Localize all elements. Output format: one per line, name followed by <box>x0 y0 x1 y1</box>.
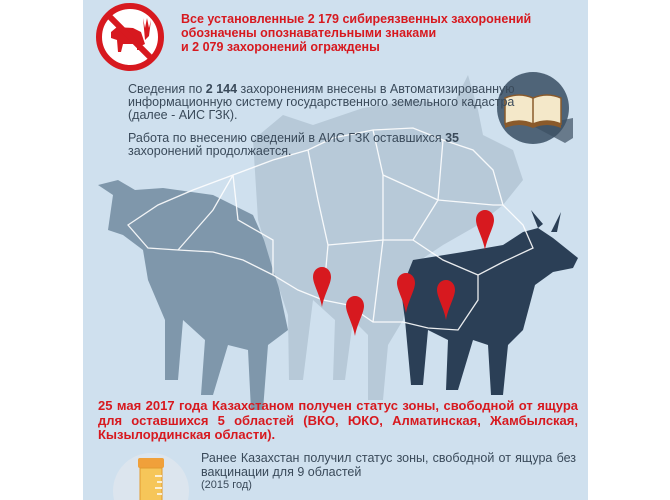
map-pin-icon <box>313 267 331 307</box>
burial-sites-header: Все установленные 2 179 сибиреязвенных захоронений обозначены опознавательными знаками и 2 079 захоронений ограждены <box>181 12 532 54</box>
ais-gzk-progress: Работа по внесению сведений в АИС ГЗК оставшихся 35 захоронений продолжается. <box>128 131 459 158</box>
vaccine-vial-icon <box>111 446 191 500</box>
map-pin-icon <box>437 280 455 320</box>
no-livestock-icon <box>93 0 168 75</box>
map-pin-icon <box>346 296 364 336</box>
map-pin-icon <box>476 210 494 250</box>
map-pin-icon <box>397 273 415 313</box>
ais-gzk-info: Сведения по 2 144 захоронениям внесены в Автоматизированную информационную систему государственного земельного кадастра (далее - АИС ГЗК). <box>128 82 515 122</box>
earlier-status: Ранее Казахстан получил статус зоны, свободной от ящура без вакцинации для 9 областей (2015 год) <box>201 451 576 491</box>
infographic-panel <box>83 0 588 500</box>
fmd-free-status: 25 мая 2017 года Казахстаном получен статус зоны, свободной от ящура для оставшихся 5 областей (ВКО, ЮКО, Алматинская, Жамбылская, Кызылординская области). <box>98 398 578 442</box>
earlier-status-year: (2015 год) <box>201 479 252 491</box>
